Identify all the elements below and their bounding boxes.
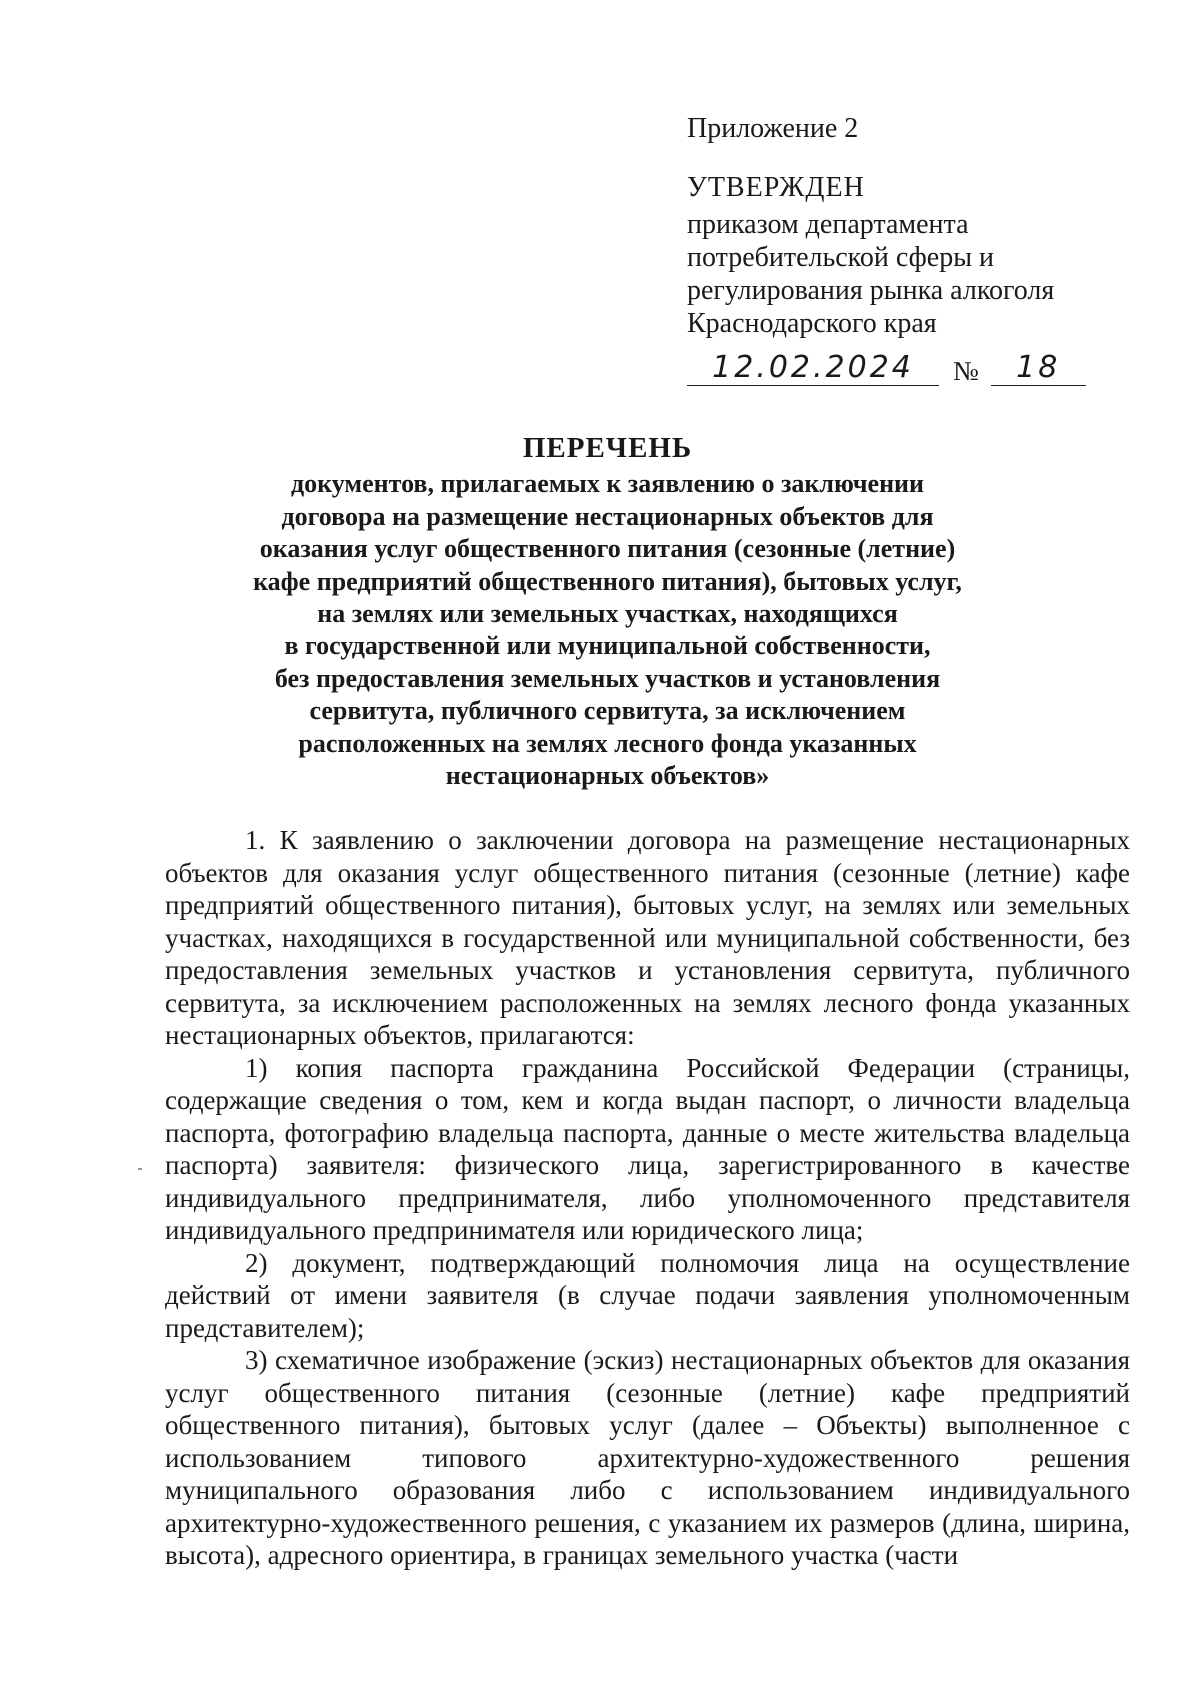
- heading-line: на землях или земельных участках, находящихся: [317, 599, 898, 629]
- approval-line: регулирования рынка алкоголя: [687, 275, 1055, 306]
- appendix-label: Приложение 2: [687, 113, 859, 144]
- number-sign: №: [953, 356, 979, 386]
- heading-line: в государственной или муниципальной собственности,: [284, 631, 931, 661]
- handwritten-order-number: 18: [991, 353, 1086, 386]
- order-date-number-row: [687, 346, 1127, 386]
- heading-line: кафе предприятий общественного питания), бытовых услуг,: [253, 566, 962, 596]
- body-paragraph: 3) схематичное изображение (эскиз) нестационарных объектов для оказания услуг общественного питания (сезонные (летние) кафе предприятий общественного питания), бытовых услуг (далее – Объекты) выполненное с использованием типового архитектурно-художественного решения муниципального образования либо с использованием индивидуального архитектурно-художественного решения, с указанием их размеров (длина, ширина, высота), адресного ориентира, в границах земельного участка (части: [165, 1345, 1130, 1570]
- document-body: [165, 824, 1130, 1572]
- scan-artifact: [138, 1168, 142, 1170]
- heading-line: без предоставления земельных участков и установления: [274, 663, 941, 693]
- approved-label: УТВЕРЖДЕН: [687, 172, 865, 203]
- handwritten-order-date: 12.02.2024: [687, 353, 939, 386]
- approval-block: [687, 112, 1127, 386]
- body-paragraph: 1. К заявлению о заключении договора на размещение нестационарных объектов для оказания услуг общественного питания (сезонные (летние) кафе предприятий общественного питания), бытовых услуг, на землях или земельных участках, находящихся в государственной или муниципальной собственности, без предоставления земельных участков и установления сервитута, публичного сервитута, за исключением расположенных на землях лесного фонда указанных нестационарных объектов, прилагаются:: [165, 825, 1130, 1050]
- document-title: ПЕРЕЧЕНЬ: [522, 432, 693, 464]
- heading-line: документов, прилагаемых к заявлению о заключении: [290, 469, 925, 499]
- document-heading: [240, 432, 975, 792]
- approval-line: Краснодарского края: [687, 308, 937, 339]
- heading-line: нестационарных объектов»: [445, 761, 770, 791]
- heading-line: расположенных на землях лесного фонда указанных: [298, 728, 917, 758]
- body-paragraph: 2) документ, подтверждающий полномочия лица на осуществление действий от имени заявителя (в случае подачи заявления уполномоченным представителем);: [165, 1247, 1130, 1343]
- body-paragraph: 1) копия паспорта гражданина Российской Федерации (страницы, содержащие сведения о том, кем и когда выдан паспорт, о личности владельца паспорта, фотографию владельца паспорта, данные о месте жительства владельца паспорта) заявителя: физического лица, зарегистрированного в качестве индивидуального предпринимателя, либо уполномоченного представителя индивидуального предпринимателя или юридического лица;: [165, 1052, 1130, 1245]
- approval-line: приказом департамента: [687, 209, 969, 240]
- heading-line: оказания услуг общественного питания (сезонные (летние): [259, 534, 956, 564]
- heading-line: договора на размещение нестационарных объектов для: [281, 501, 934, 531]
- heading-line: сервитута, публичного сервитута, за исключением: [309, 696, 906, 726]
- approval-line: потребительской сферы и: [687, 242, 994, 273]
